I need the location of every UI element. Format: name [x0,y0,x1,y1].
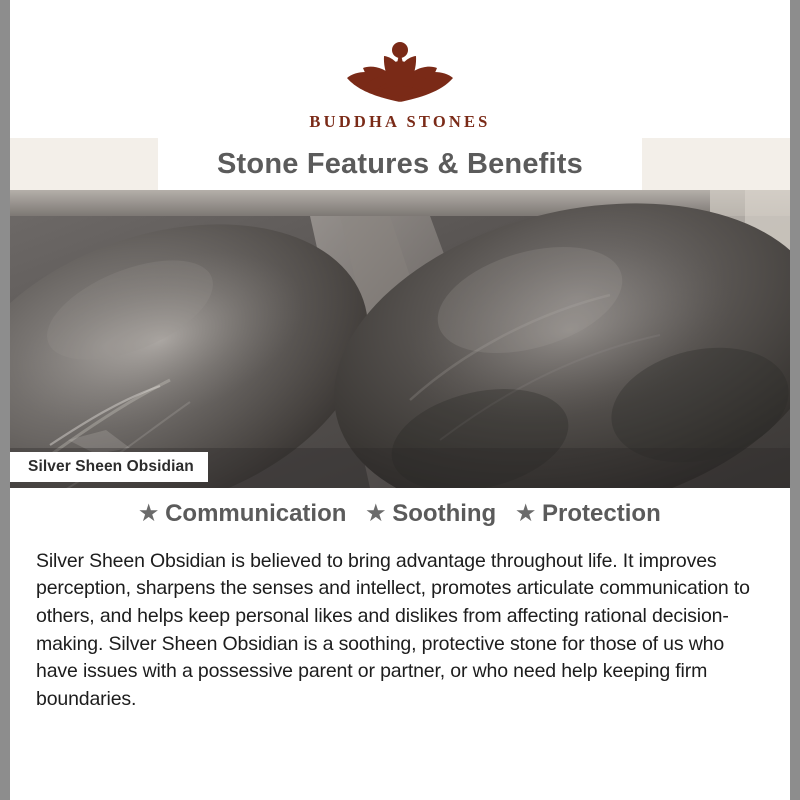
star-icon: ★ [366,501,386,525]
keyword-item [516,500,661,528]
keyword-label: Protection [542,500,661,527]
section-title-bar [10,138,790,190]
side-border-right [790,34,800,766]
logo-wrapper [10,0,790,132]
keyword-label: Communication [165,500,347,527]
keyword-list [36,500,764,528]
star-icon: ★ [139,501,159,525]
benefits-description: Silver Sheen Obsidian is believed to bring advantage throughout life. It improves perception, sharpens the senses and intellect, promotes articulate communication to others, and helps keep personal likes and dislikes from affecting rational decision-making. Silver Sheen Obsidian is a soothing, protective stone for those of us who have issues with a possessive parent or partner, or who need help keeping firm boundaries. [36,549,750,710]
lotus-meditation-figure-icon [325,24,475,110]
content-canvas [10,0,790,800]
page-title: Stone Features & Benefits [217,147,583,180]
brand-name: BUDDHA STONES [309,112,491,131]
photo-caption: Silver Sheen Obsidian [10,452,208,482]
star-icon: ★ [516,501,536,525]
section-title-inner [158,138,642,190]
stone-photo-graphic [10,190,790,488]
side-border-left [0,34,10,766]
stone-photo [10,190,790,488]
keyword-label: Soothing [392,500,497,527]
keyword-item [366,500,496,528]
keyword-item [139,500,346,528]
benefits-section [10,500,790,733]
